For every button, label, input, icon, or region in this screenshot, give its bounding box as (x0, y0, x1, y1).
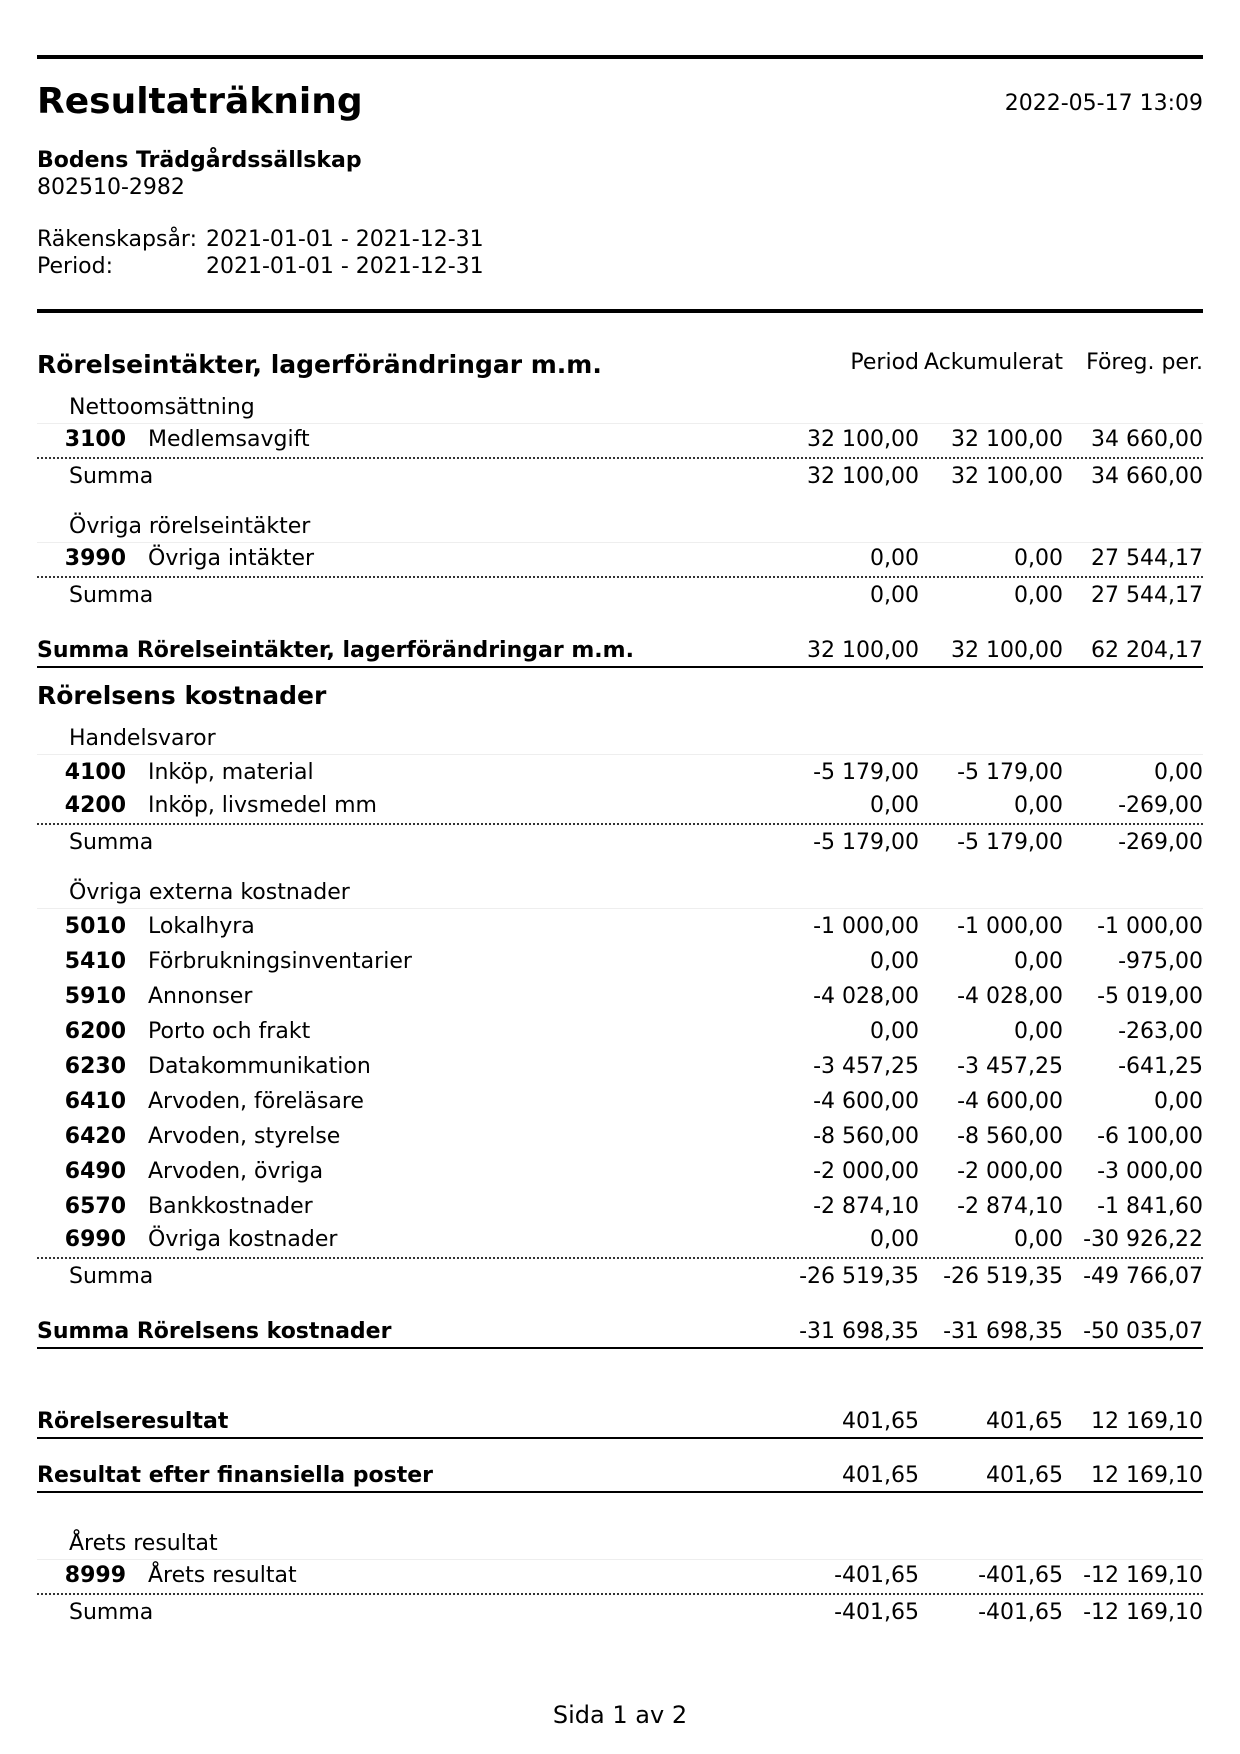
section-title-income: Rörelseintäkter, lagerförändringar m.m. (37, 350, 602, 379)
amount-previous: -263,00 (1118, 1019, 1203, 1044)
result-after-financial-label: Resultat efter finansiella poster (37, 1463, 433, 1488)
group-title: Nettoomsättning (37, 393, 1203, 424)
sum-period: -26 519,35 (799, 1264, 919, 1289)
section-header-costs (37, 668, 1203, 712)
column-header-period: Period (850, 350, 919, 375)
sum-label: Summa (69, 1264, 154, 1289)
account-row (37, 1049, 1203, 1084)
sum-accumulated: -5 179,00 (957, 830, 1063, 855)
amount-previous: -1 841,60 (1097, 1194, 1203, 1219)
amount-accumulated: 32 100,00 (951, 427, 1063, 452)
fiscal-year-label: Räkenskapsår: (37, 227, 197, 252)
operating-result-period: 401,65 (842, 1409, 919, 1434)
operating-result-previous: 12 169,10 (1091, 1409, 1203, 1434)
account-name: Datakommunikation (148, 1054, 371, 1079)
account-number: 4200 (64, 793, 126, 818)
amount-period: 0,00 (870, 949, 919, 974)
sum-period: 32 100,00 (807, 464, 919, 489)
amount-period: -4 028,00 (813, 984, 919, 1009)
account-row (37, 1014, 1203, 1049)
amount-period: 32 100,00 (807, 427, 919, 452)
sum-accumulated: -26 519,35 (943, 1264, 1063, 1289)
section-total-label: Summa Rörelseintäkter, lagerförändringar m.m. (37, 638, 634, 663)
account-number: 6410 (64, 1089, 126, 1114)
external-costs-rows (37, 909, 1203, 1259)
account-row (37, 1119, 1203, 1154)
amount-previous: -269,00 (1118, 793, 1203, 818)
total-previous: -50 035,07 (1083, 1319, 1203, 1344)
account-name: Övriga kostnader (148, 1227, 338, 1252)
amount-period: -8 560,00 (813, 1124, 919, 1149)
group-title: Övriga externa kostnader (37, 878, 1203, 909)
account-row (37, 790, 1203, 825)
amount-previous: 27 544,17 (1091, 546, 1203, 571)
account-row (37, 755, 1203, 790)
account-name: Årets resultat (148, 1563, 297, 1588)
amount-accumulated: -4 600,00 (957, 1089, 1063, 1114)
total-accumulated: 32 100,00 (951, 638, 1063, 663)
amount-previous: -30 926,22 (1083, 1227, 1203, 1252)
top-rule (37, 55, 1203, 59)
amount-previous: -975,00 (1118, 949, 1203, 974)
amount-previous: -1 000,00 (1097, 914, 1203, 939)
amount-accumulated: 0,00 (1014, 1227, 1063, 1252)
account-name: Bankkostnader (148, 1194, 313, 1219)
account-name: Förbrukningsinventarier (148, 949, 412, 974)
section-total-row (37, 631, 1203, 668)
account-number: 6570 (64, 1194, 126, 1219)
amount-previous: 34 660,00 (1091, 427, 1203, 452)
section-title-costs: Rörelsens kostnader (37, 681, 327, 710)
amount-previous: -6 100,00 (1097, 1124, 1203, 1149)
amount-accumulated: -3 457,25 (957, 1054, 1063, 1079)
account-number: 3100 (64, 427, 126, 452)
period-row (37, 253, 484, 281)
group-sum-row (37, 459, 1203, 492)
amount-accumulated: -401,65 (978, 1563, 1063, 1588)
sum-period: 0,00 (870, 583, 919, 608)
account-name: Inköp, material (148, 760, 314, 785)
operating-result-row (37, 1405, 1203, 1439)
amount-accumulated: 0,00 (1014, 546, 1063, 571)
fiscal-year-row (37, 226, 484, 254)
period-value: 2021-01-01 - 2021-12-31 (206, 254, 484, 279)
sum-period: -401,65 (834, 1600, 919, 1625)
header-rule (37, 309, 1203, 313)
group-sum-row (37, 1595, 1203, 1628)
amount-period: 0,00 (870, 1227, 919, 1252)
amount-accumulated: 0,00 (1014, 1019, 1063, 1044)
sum-label: Summa (69, 1600, 154, 1625)
sum-previous: 27 544,17 (1091, 583, 1203, 608)
amount-previous: -5 019,00 (1097, 984, 1203, 1009)
account-row (37, 1560, 1203, 1595)
sum-label: Summa (69, 464, 154, 489)
sum-previous: -269,00 (1118, 830, 1203, 855)
result-after-financial-row (37, 1459, 1203, 1493)
account-row (37, 424, 1203, 459)
amount-previous: 0,00 (1154, 1089, 1203, 1114)
total-period: -31 698,35 (799, 1319, 919, 1344)
fiscal-year-value: 2021-01-01 - 2021-12-31 (206, 227, 484, 252)
account-number: 6200 (64, 1019, 126, 1044)
group-title: Handelsvaror (37, 724, 1203, 755)
amount-period: -4 600,00 (813, 1089, 919, 1114)
section-header-income (37, 335, 1203, 381)
account-number: 6420 (64, 1124, 126, 1149)
account-row (37, 1154, 1203, 1189)
account-name: Medlemsavgift (148, 427, 310, 452)
account-row (37, 1084, 1203, 1119)
result-after-financial-previous: 12 169,10 (1091, 1463, 1203, 1488)
total-period: 32 100,00 (807, 638, 919, 663)
account-name: Arvoden, föreläsare (148, 1089, 364, 1114)
amount-period: -401,65 (834, 1563, 919, 1588)
account-number: 5010 (64, 914, 126, 939)
account-number: 4100 (64, 760, 126, 785)
account-name: Inköp, livsmedel mm (148, 793, 377, 818)
group-sum-row (37, 578, 1203, 611)
sum-label: Summa (69, 583, 154, 608)
account-row (37, 543, 1203, 578)
account-row (37, 909, 1203, 944)
sum-accumulated: -401,65 (978, 1600, 1063, 1625)
total-accumulated: -31 698,35 (943, 1319, 1063, 1344)
group-title: Övriga rörelseintäkter (37, 512, 1203, 543)
period-label: Period: (37, 254, 114, 279)
section-total-row (37, 1312, 1203, 1349)
amount-accumulated: -2 000,00 (957, 1159, 1063, 1184)
amount-period: -3 457,25 (813, 1054, 919, 1079)
page-number: Sida 1 av 2 (552, 1701, 688, 1729)
account-name: Porto och frakt (148, 1019, 311, 1044)
sum-accumulated: 0,00 (1014, 583, 1063, 608)
amount-accumulated: 0,00 (1014, 949, 1063, 974)
amount-period: -2 000,00 (813, 1159, 919, 1184)
account-number: 8999 (64, 1563, 126, 1588)
amount-period: 0,00 (870, 546, 919, 571)
organization-number: 802510-2982 (37, 175, 185, 200)
account-number: 3990 (64, 546, 126, 571)
amount-period: -5 179,00 (813, 760, 919, 785)
sum-accumulated: 32 100,00 (951, 464, 1063, 489)
account-name: Övriga intäkter (148, 546, 315, 571)
operating-result-accumulated: 401,65 (986, 1409, 1063, 1434)
account-row (37, 1189, 1203, 1224)
column-headers (830, 349, 1203, 381)
amount-accumulated: -4 028,00 (957, 984, 1063, 1009)
column-header-accumulated: Ackumulerat (924, 350, 1063, 375)
page-title: Resultaträkning (37, 81, 363, 122)
column-header-previous: Föreg. per. (1086, 350, 1203, 375)
amount-period: -2 874,10 (813, 1194, 919, 1219)
account-number: 5910 (64, 984, 126, 1009)
amount-previous: 0,00 (1154, 760, 1203, 785)
amount-period: 0,00 (870, 1019, 919, 1044)
amount-accumulated: -5 179,00 (957, 760, 1063, 785)
amount-accumulated: -2 874,10 (957, 1194, 1063, 1219)
operating-result-label: Rörelseresultat (37, 1409, 229, 1434)
amount-accumulated: -8 560,00 (957, 1124, 1063, 1149)
amount-accumulated: 0,00 (1014, 793, 1063, 818)
result-after-financial-accumulated: 401,65 (986, 1463, 1063, 1488)
amount-previous: -641,25 (1118, 1054, 1203, 1079)
account-name: Annonser (148, 984, 253, 1009)
result-after-financial-period: 401,65 (842, 1463, 919, 1488)
total-previous: 62 204,17 (1091, 638, 1203, 663)
account-number: 6990 (64, 1227, 126, 1252)
organization-name: Bodens Trädgårdssällskap (37, 148, 362, 173)
account-number: 6490 (64, 1159, 126, 1184)
sum-previous: 34 660,00 (1091, 464, 1203, 489)
sum-period: -5 179,00 (813, 830, 919, 855)
account-number: 6230 (64, 1054, 126, 1079)
group-title: Årets resultat (37, 1529, 1203, 1560)
group-sum-row (37, 825, 1203, 858)
section-total-label: Summa Rörelsens kostnader (37, 1319, 392, 1344)
sum-label: Summa (69, 830, 154, 855)
amount-previous: -12 169,10 (1083, 1563, 1203, 1588)
print-timestamp: 2022-05-17 13:09 (1004, 91, 1203, 116)
amount-accumulated: -1 000,00 (957, 914, 1063, 939)
amount-period: -1 000,00 (813, 914, 919, 939)
account-row (37, 979, 1203, 1014)
amount-previous: -3 000,00 (1097, 1159, 1203, 1184)
account-row (37, 944, 1203, 979)
income-statement (37, 335, 1203, 1628)
account-name: Arvoden, styrelse (148, 1124, 341, 1149)
sum-previous: -12 169,10 (1083, 1600, 1203, 1625)
sum-previous: -49 766,07 (1083, 1264, 1203, 1289)
account-name: Arvoden, övriga (148, 1159, 324, 1184)
amount-period: 0,00 (870, 793, 919, 818)
account-name: Lokalhyra (148, 914, 255, 939)
account-row (37, 1224, 1203, 1259)
account-number: 5410 (64, 949, 126, 974)
group-sum-row (37, 1259, 1203, 1292)
